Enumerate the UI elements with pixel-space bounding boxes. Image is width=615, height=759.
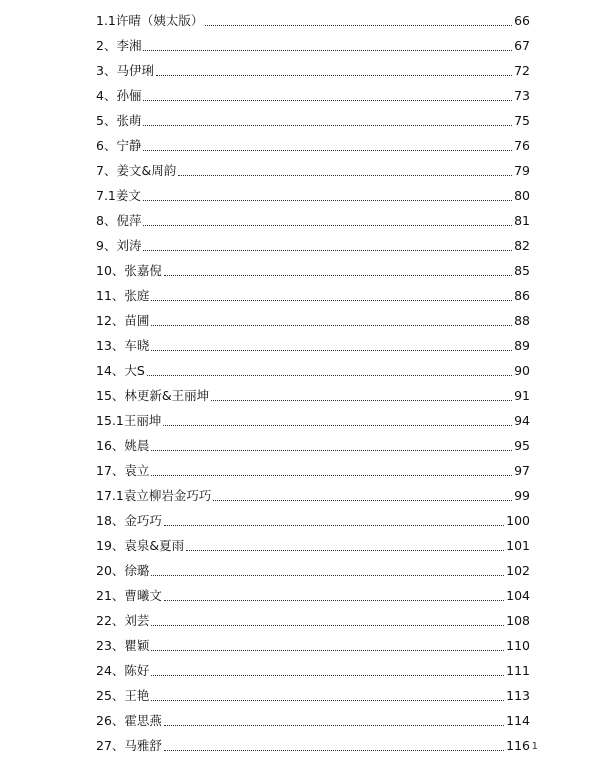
toc-entry-page: 85 (514, 263, 530, 278)
toc-dot-leader (164, 725, 504, 726)
toc-entry[interactable] (96, 329, 530, 354)
toc-entry-label: 3、马伊琍 (96, 63, 154, 78)
toc-entry-label: 7、姜文&周韵 (96, 163, 177, 178)
toc-entry-page: 82 (514, 238, 530, 253)
toc-dot-leader (164, 525, 504, 526)
toc-entry[interactable] (96, 179, 530, 204)
toc-entry[interactable] (96, 304, 530, 329)
toc-entry-label: 19、袁泉&夏雨 (96, 538, 185, 553)
toc-entry-label: 2、李湘 (96, 38, 142, 53)
toc-entry[interactable] (96, 254, 530, 279)
toc-entry[interactable] (96, 79, 530, 104)
toc-entry[interactable] (96, 729, 530, 754)
toc-entry-page: 99 (514, 488, 530, 503)
toc-entry-label: 16、姚晨 (96, 438, 150, 453)
toc-entry[interactable] (96, 129, 530, 154)
toc-entry[interactable] (96, 429, 530, 454)
toc-entry-label: 14、大S (96, 363, 145, 378)
toc-entry-label: 10、张嘉倪 (96, 263, 162, 278)
toc-dot-leader (147, 375, 512, 376)
toc-dot-leader (205, 25, 512, 26)
toc-entry-label: 5、张萌 (96, 113, 142, 128)
toc-entry-page: 73 (514, 88, 530, 103)
toc-entry-label: 13、车晓 (96, 338, 150, 353)
toc-entry-label: 18、金巧巧 (96, 513, 162, 528)
toc-entry[interactable] (96, 354, 530, 379)
toc-entry-label: 17.1袁立柳岩金巧巧 (96, 488, 212, 503)
toc-entry-page: 97 (514, 463, 530, 478)
toc-entry[interactable] (96, 654, 530, 679)
toc-entry-label: 12、苗圃 (96, 313, 150, 328)
toc-dot-leader (186, 550, 504, 551)
toc-dot-leader (151, 575, 504, 576)
toc-entry-page: 101 (506, 538, 530, 553)
toc-dot-leader (143, 100, 512, 101)
toc-entry[interactable] (96, 604, 530, 629)
toc-entry[interactable] (96, 54, 530, 79)
toc-entry-label: 24、陈好 (96, 663, 150, 678)
toc-entry[interactable] (96, 29, 530, 54)
toc-entry-page: 76 (514, 138, 530, 153)
toc-entry-page: 91 (514, 388, 530, 403)
toc-entry-page: 113 (506, 688, 530, 703)
toc-entry-page: 72 (514, 63, 530, 78)
page-number: 1 (531, 741, 538, 752)
toc-dot-leader (143, 225, 512, 226)
toc-entry-page: 108 (506, 613, 530, 628)
toc-entry-page: 79 (514, 163, 530, 178)
toc-entry-label: 4、孙俪 (96, 88, 142, 103)
toc-entry-page: 100 (506, 513, 530, 528)
toc-entry-label: 15、林更新&王丽坤 (96, 388, 210, 403)
toc-entry-label: 7.1姜文 (96, 188, 141, 203)
toc-entry[interactable] (96, 554, 530, 579)
toc-entry[interactable] (96, 404, 530, 429)
toc-entry[interactable] (96, 504, 530, 529)
toc-entry[interactable] (96, 704, 530, 729)
toc-entry-page: 75 (514, 113, 530, 128)
toc-entry[interactable] (96, 454, 530, 479)
toc-entry-label: 15.1王丽坤 (96, 413, 162, 428)
toc-entry-page: 110 (506, 638, 530, 653)
toc-dot-leader (211, 400, 512, 401)
toc-dot-leader (143, 50, 512, 51)
toc-entry[interactable] (96, 479, 530, 504)
toc-entry-page: 111 (506, 663, 530, 678)
toc-entry-label: 25、王艳 (96, 688, 150, 703)
toc-dot-leader (178, 175, 512, 176)
toc-entry-label: 27、马雅舒 (96, 738, 162, 753)
toc-entry-label: 6、宁静 (96, 138, 142, 153)
toc-dot-leader (151, 625, 504, 626)
toc-entry[interactable] (96, 104, 530, 129)
toc-dot-leader (156, 75, 512, 76)
toc-entry-page: 80 (514, 188, 530, 203)
toc-dot-leader (143, 250, 512, 251)
toc-entry-page: 88 (514, 313, 530, 328)
toc-entry-page: 94 (514, 413, 530, 428)
toc-dot-leader (213, 500, 512, 501)
toc-entry-label: 9、刘涛 (96, 238, 142, 253)
toc-entry-page: 81 (514, 213, 530, 228)
toc-dot-leader (151, 450, 512, 451)
toc-entry-page: 86 (514, 288, 530, 303)
toc-entry[interactable] (96, 629, 530, 654)
toc-dot-leader (151, 350, 512, 351)
toc-entry[interactable] (96, 379, 530, 404)
toc-entry-page: 114 (506, 713, 530, 728)
toc-dot-leader (151, 300, 512, 301)
toc-entry-label: 8、倪萍 (96, 213, 142, 228)
toc-dot-leader (151, 675, 504, 676)
toc-entry[interactable] (96, 679, 530, 704)
toc-dot-leader (151, 325, 512, 326)
toc-entry-page: 90 (514, 363, 530, 378)
toc-dot-leader (164, 600, 504, 601)
table-of-contents (96, 4, 530, 754)
toc-dot-leader (143, 125, 512, 126)
toc-dot-leader (164, 750, 504, 751)
toc-entry[interactable] (96, 229, 530, 254)
toc-entry-label: 26、霍思燕 (96, 713, 162, 728)
toc-dot-leader (151, 475, 512, 476)
toc-entry-page: 116 (506, 738, 530, 753)
toc-entry-page: 102 (506, 563, 530, 578)
toc-dot-leader (143, 150, 512, 151)
toc-entry-label: 22、刘芸 (96, 613, 150, 628)
toc-dot-leader (151, 700, 504, 701)
toc-entry-label: 1.1许晴（姨太版） (96, 13, 204, 28)
toc-entry-page: 89 (514, 338, 530, 353)
toc-entry-label: 11、张庭 (96, 288, 150, 303)
toc-entry-page: 66 (514, 13, 530, 28)
toc-dot-leader (164, 275, 512, 276)
toc-dot-leader (163, 425, 512, 426)
toc-entry[interactable] (96, 204, 530, 229)
toc-entry-label: 23、瞿颖 (96, 638, 150, 653)
toc-entry-page: 104 (506, 588, 530, 603)
toc-entry[interactable] (96, 279, 530, 304)
toc-entry[interactable] (96, 154, 530, 179)
toc-entry[interactable] (96, 4, 530, 29)
toc-entry-label: 17、袁立 (96, 463, 150, 478)
toc-dot-leader (151, 650, 504, 651)
toc-entry[interactable] (96, 579, 530, 604)
toc-entry-page: 67 (514, 38, 530, 53)
toc-dot-leader (143, 200, 512, 201)
toc-entry-label: 20、徐璐 (96, 563, 150, 578)
toc-entry[interactable] (96, 529, 530, 554)
toc-entry-label: 21、曹曦文 (96, 588, 162, 603)
toc-entry-page: 95 (514, 438, 530, 453)
